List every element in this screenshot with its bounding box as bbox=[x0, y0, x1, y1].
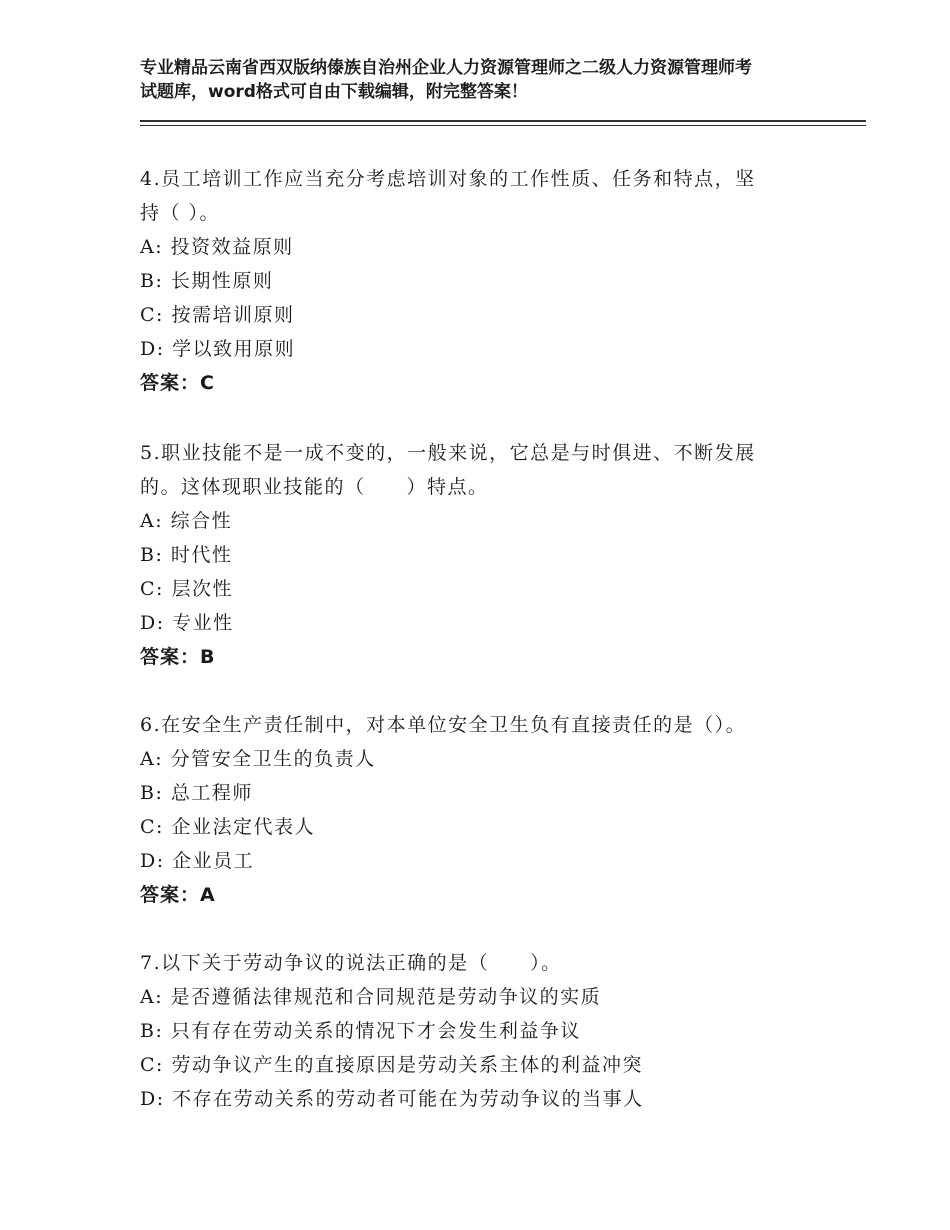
question-stem: 4.员工培训工作应当充分考虑培训对象的工作性质、任务和特点，坚 bbox=[140, 168, 756, 190]
option-a: A: 投资效益原则 bbox=[140, 236, 294, 258]
header-divider-thin bbox=[140, 125, 866, 126]
option-c: C: 劳动争议产生的直接原因是劳动关系主体的利益冲突 bbox=[140, 1054, 643, 1076]
answer-label: 答案：C bbox=[140, 372, 215, 394]
question-stem: 的。这体现职业技能的（ ）特点。 bbox=[140, 476, 489, 498]
option-a: A: 分管安全卫生的负责人 bbox=[140, 748, 376, 770]
option-b: B: 长期性原则 bbox=[140, 270, 274, 292]
header-divider-thick bbox=[140, 120, 866, 122]
answer-label: 答案：A bbox=[140, 884, 216, 906]
option-a: A: 是否遵循法律规范和合同规范是劳动争议的实质 bbox=[140, 986, 602, 1008]
question-7 bbox=[140, 946, 820, 1116]
option-d: D: 企业员工 bbox=[140, 850, 255, 872]
question-stem: 持（ ）。 bbox=[140, 202, 221, 224]
option-b: B: 总工程师 bbox=[140, 782, 253, 804]
question-6 bbox=[140, 708, 820, 912]
answer-label: 答案：B bbox=[140, 646, 216, 668]
question-stem: 7.以下关于劳动争议的说法正确的是（ ）。 bbox=[140, 952, 562, 974]
document-header bbox=[140, 56, 830, 104]
header-title-line-2: 试题库，word格式可自由下载编辑，附完整答案！ bbox=[140, 82, 528, 102]
option-c: C: 企业法定代表人 bbox=[140, 816, 315, 838]
option-b: B: 时代性 bbox=[140, 544, 233, 566]
option-a: A: 综合性 bbox=[140, 510, 233, 532]
option-d: D: 不存在劳动关系的劳动者可能在为劳动争议的当事人 bbox=[140, 1088, 644, 1110]
question-stem: 6.在安全生产责任制中，对本单位安全卫生负有直接责任的是（）。 bbox=[140, 714, 747, 736]
option-d: D: 专业性 bbox=[140, 612, 234, 634]
option-c: C: 按需培训原则 bbox=[140, 304, 295, 326]
option-c: C: 层次性 bbox=[140, 578, 233, 600]
question-4 bbox=[140, 162, 820, 400]
question-5 bbox=[140, 436, 820, 674]
option-b: B: 只有存在劳动关系的情况下才会发生利益争议 bbox=[140, 1020, 581, 1042]
header-title-line-1: 专业精品云南省西双版纳傣族自治州企业人力资源管理师之二级人力资源管理师考 bbox=[140, 58, 752, 78]
question-stem: 5.职业技能不是一成不变的，一般来说，它总是与时俱进、不断发展 bbox=[140, 442, 756, 464]
option-d: D: 学以致用原则 bbox=[140, 338, 296, 360]
